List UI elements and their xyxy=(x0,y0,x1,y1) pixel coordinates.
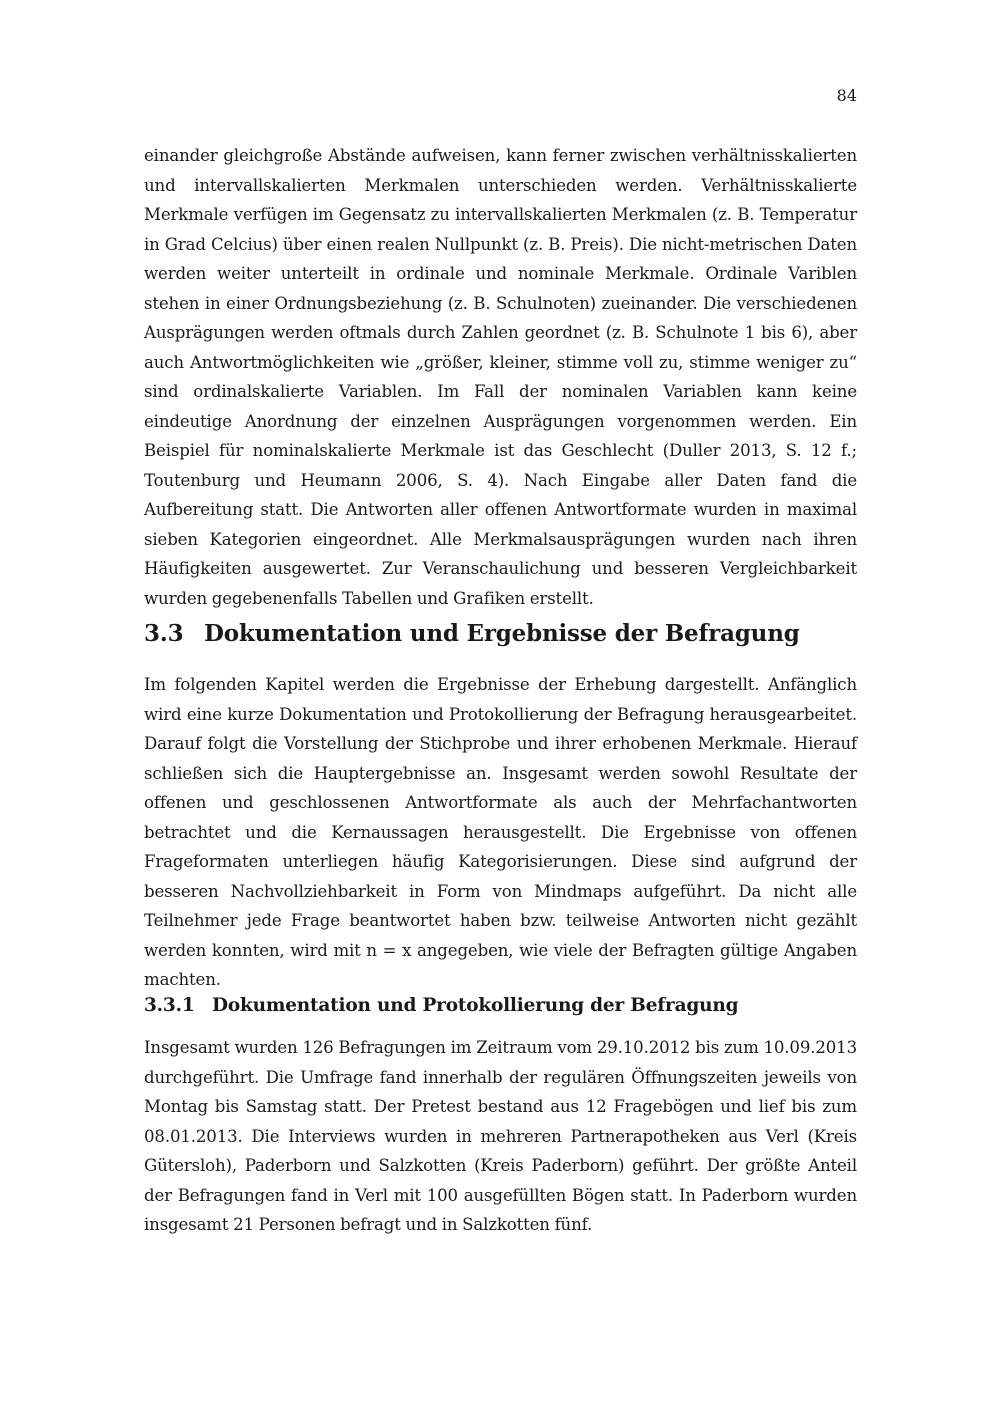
paragraph-intro: einander gleichgroße Abstände aufweisen, kann ferner zwischen verhältnisskalierten und intervallskalierten Merkmalen unterschieden werden. Verhältnisskalierte Merkmale verfügen im Gegensatz zu intervallskalierten Merkmalen (z. B. Temperatur in Grad Celcius) über einen realen Nullpunkt (z. B. Preis). Die nicht-metrischen Daten werden weiter unterteilt in ordinale und nominale Merkmale. Ordinale Variblen stehen in einer Ordnungsbeziehung (z. B. Schulnoten) zueinander. Die verschiedenen Ausprägungen werden oftmals durch Zahlen geordnet (z. B. Schulnote 1 bis 6), aber auch Antwortmöglichkeiten wie „größer, kleiner, stimme voll zu, stimme weniger zu“ sind ordinalskalierte Variablen. Im Fall der nominalen Variablen kann keine eindeutige Anordnung der einzelnen Ausprägungen vorgenommen werden. Ein Beispiel für nominalskalierte Merkmale ist das Geschlecht (Duller 2013, S. 12 f.; Toutenburg und Heumann 2006, S. 4). Nach Eingabe aller Daten fand die Aufbereitung statt. Die Antworten aller offenen Antwortformate wurden in maximal sieben Kategorien eingeordnet. Alle Merkmalsausprägungen wurden nach ihren Häufigkeiten ausgewertet. Zur Veranschaulichung und besseren Vergleichbarkeit wurden gegebenenfalls Tabellen und Grafiken erstellt. xyxy=(144,146,857,608)
subsection-number: 3.3.1 xyxy=(144,995,195,1016)
subsection-heading xyxy=(144,992,738,1020)
document-page xyxy=(144,0,857,1414)
page-number: 84 xyxy=(836,86,857,105)
section-number: 3.3 xyxy=(144,620,184,647)
paragraph-section-3-3: Im folgenden Kapitel werden die Ergebnisse der Erhebung dargestellt. Anfänglich wird eine kurze Dokumentation und Protokollierung der Befragung herausgearbeitet. Darauf folgt die Vorstellung der Stichprobe und ihrer erhobenen Merkmale. Hierauf schließen sich die Hauptergebnisse an. Insgesamt werden sowohl Resultate der offenen und geschlossenen Antwortformate als auch der Mehrfachantworten betrachtet und die Kernaussagen herausgestellt. Die Ergebnisse von offenen Frageformaten unterliegen häufig Kategorisierungen. Diese sind aufgrund der besseren Nachvollziehbarkeit in Form von Mindmaps aufgeführt. Da nicht alle Teilnehmer jede Frage beantwortet haben bzw. teilweise Antworten nicht gezählt werden konnten, wird mit n = x angegeben, wie viele der Befragten gültige Angaben machten. xyxy=(144,675,857,989)
paragraph-section-3-3-1: Insgesamt wurden 126 Befragungen im Zeitraum vom 29.10.2012 bis zum 10.09.2013 durchgeführt. Die Umfrage fand innerhalb der regulären Öffnungszeiten jeweils von Montag bis Samstag statt. Der Pretest bestand aus 12 Fragebögen und lief bis zum 08.01.2013. Die Interviews wurden in mehreren Partnerapotheken aus Verl (Kreis Gütersloh), Paderborn und Salzkotten (Kreis Paderborn) geführt. Der größte Anteil der Befragungen fand in Verl mit 100 ausgefüllten Bögen statt. In Paderborn wurden insgesamt 21 Personen befragt und in Salzkotten fünf. xyxy=(144,1038,857,1234)
subsection-title: Dokumentation und Protokollierung der Befragung xyxy=(212,995,739,1016)
section-title: Dokumentation und Ergebnisse der Befragung xyxy=(204,620,800,647)
section-heading xyxy=(144,617,800,651)
